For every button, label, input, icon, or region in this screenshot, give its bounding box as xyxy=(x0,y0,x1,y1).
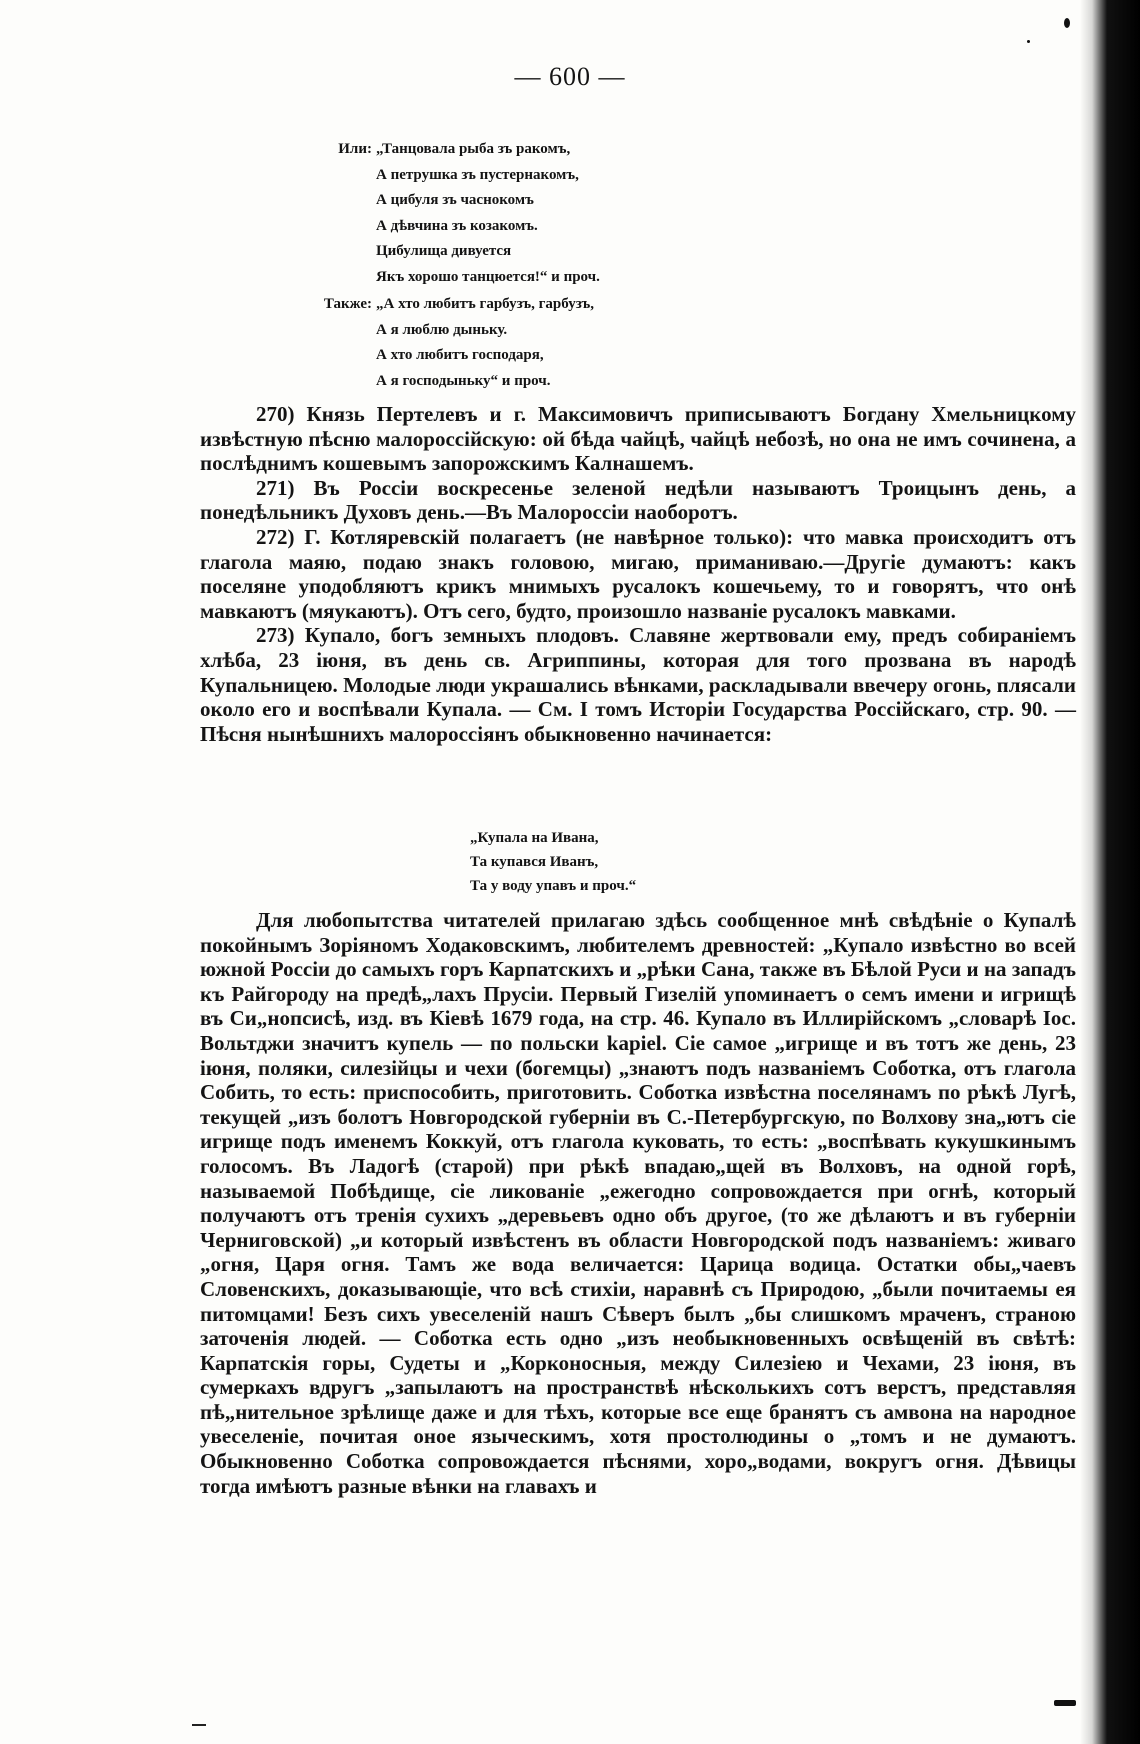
verse-line xyxy=(320,188,600,214)
verse-text: А дѣвчина зъ козакомъ. xyxy=(376,217,538,234)
note-270: 270) Князь Пертелевъ и г. Максимовичъ приписываютъ Богдану Хмельницкому извѣстную пѣсню малороссійскую: ой бѣда чайцѣ, чайцѣ небозѣ, но она не имъ сочинена, а послѣднимъ кошевымъ запорожскимъ Калнашемъ. xyxy=(200,402,1076,476)
verse-line xyxy=(320,292,594,318)
verse-line xyxy=(320,163,600,189)
scan-mark xyxy=(192,1724,206,1726)
closing-paragraph: Для любопытства читателей прилагаю здѣсь сообщенное мнѣ свѣдѣніе о Купалѣ покойнымъ Зоріяномъ Ходаковскимъ, любителемъ древностей: „Купало извѣстно во всей южной Россіи до самыхъ горъ Карпатскихъ и „рѣки Сана, также въ Бѣлой Руси и на западъ къ Райгороду на предѣ„лахъ Прусіи. Первый Гизелій упоминаетъ о семъ имени и игрищѣ въ Си„нопсисѣ, изд. въ Кіевѣ 1679 года, на стр. 46. Купало въ Иллирійскомъ „словарѣ Іос. Вольтджи значитъ купель — по польски kapiel. Сіе самое „игрище и въ тотъ же день, 23 іюня, поляки, силезійцы и чехи (богемцы) „знаютъ подъ названіемъ Соботка, отъ глагола Собить, то есть: приспособить, приготовить. Соботка извѣстна поселянамъ по рѣкѣ Лугѣ, текущей „изъ болотъ Новгородской губерніи въ С.-Петербургскую, по Волхову зна„ютъ сіе игрище подъ именемъ Коккуй, отъ глагола куковать, то есть: „воспѣвать кукушкинымъ голосомъ. Въ Ладогѣ (старой) при рѣкѣ впадаю„щей въ Волховъ, на одной горѣ, называемой Побѣдище, сіе ликованіе „ежегодно сопровождается при огнѣ, который получаютъ отъ тренія сухихъ „деревьевъ одно объ другое, (то же дѣлаютъ и въ губерніи Черниговской) „и который извѣстенъ въ области Новгородской подъ названіемъ: живаго „огня, Царя огня. Тамъ же вода величается: Царица водица. Остатки обы„чаевъ Словенскихъ, доказывающіе, что всѣ стихіи, наравнѣ съ Природою, „были почитаемы ея питомцами! Безъ сихъ увеселеній нашъ Сѣверъ былъ „бы слишкомъ мраченъ, страною заточенія людей. — Соботка есть одно „изъ необыкновенныхъ освѣщеній въ свѣтѣ: Карпатскія горы, Судеты и „Корконосныя, между Силезіею и Чехами, 23 іюня, въ сумеркахъ вдругъ „запылаютъ на пространствѣ нѣсколькихъ сотъ верстъ, представляя пѣ„нительное зрѣлище даже и для тѣхъ, которые все еще бранятъ съ амвона на народное увеселеніе, почитая оное языческимъ, хотя простолюдины о „томъ и не думаютъ. Обыкновенно Соботка сопровождается пѣснями, хоро„водами, вокругъ огня. Дѣвицы тогда имѣютъ разные вѣнки на главахъ и xyxy=(200,908,1076,1498)
note-271: 271) Въ Россіи воскресенье зеленой недѣли называютъ Троицынъ день, а понедѣльникъ Духовъ день.—Въ Малороссіи наоборотъ. xyxy=(200,475,1076,525)
verse-text: Якъ хорошо танцюется!“ и проч. xyxy=(376,268,600,285)
song-line: Та купався Иванъ, xyxy=(470,854,599,870)
song-line: Та у воду упавъ и проч.“ xyxy=(470,878,637,894)
verse-block-2 xyxy=(320,292,594,394)
verse-text: А я господыньку“ и проч. xyxy=(376,372,551,389)
scan-speck xyxy=(1054,1700,1076,1706)
song-quote xyxy=(470,826,636,898)
verse-text: А петрушка зъ пустернакомъ, xyxy=(376,166,579,183)
note-273: 273) Купало, богъ земныхъ плодовъ. Славяне жертвовали ему, предъ собираніемъ хлѣба, 23 іюня, въ день св. Агриппины, которая для того прозвана въ народѣ Купальницею. Молодые люди украшались вѣнками, раскладывали ввечеру огонь, плясали около его и воспѣвали Купала. — См. I томъ Исторіи Государства Россійскаго, стр. 90. — Пѣсня нынѣшнихъ малороссіянъ обыкновенно начинается: xyxy=(200,623,1076,746)
page-number: — 600 — xyxy=(514,62,626,91)
note-272: 272) Г. Котляревскій полагаетъ (не навѣрное только): что мавка происходитъ отъ глагола маяю, подаю знакъ головою, мигаю, приманиваю.—Другіе думаютъ: какъ поселяне уподобляютъ крикъ мнимыхъ русалокъ кошечьему, то и говорятъ, что онѣ мавкаютъ (мяукаютъ). Отъ сего, будто, произошло названіе русалокъ мавками. xyxy=(200,524,1076,623)
verse-block-1 xyxy=(320,137,600,290)
verse-text: А цибуля зъ часнокомъ xyxy=(376,192,534,208)
verse-line xyxy=(320,343,594,369)
verse-text: А я люблю дыньку. xyxy=(376,321,508,338)
closing-block xyxy=(200,908,1076,1498)
scan-speck xyxy=(1027,40,1030,43)
verse-line xyxy=(320,369,594,395)
scan-speck xyxy=(1064,18,1070,28)
verse-line xyxy=(320,214,600,240)
verse-text: А хто любитъ господаря, xyxy=(376,347,544,363)
verse-line xyxy=(320,239,600,265)
verse-lead: Или: xyxy=(338,141,372,157)
scan-dark-edge xyxy=(1080,0,1140,1744)
verse-text: „А хто любитъ гарбузъ, гарбузъ, xyxy=(376,296,594,312)
verse-text: „Танцовала рыба зъ ракомъ, xyxy=(376,141,571,157)
verse-line xyxy=(320,137,600,163)
song-line: „Купала на Ивана, xyxy=(470,830,599,846)
notes-block xyxy=(200,402,1076,746)
verse-line xyxy=(320,265,600,291)
verse-text: Цибулища дивуется xyxy=(376,243,512,259)
verse-line xyxy=(320,318,594,344)
verse-lead: Также: xyxy=(323,296,372,312)
